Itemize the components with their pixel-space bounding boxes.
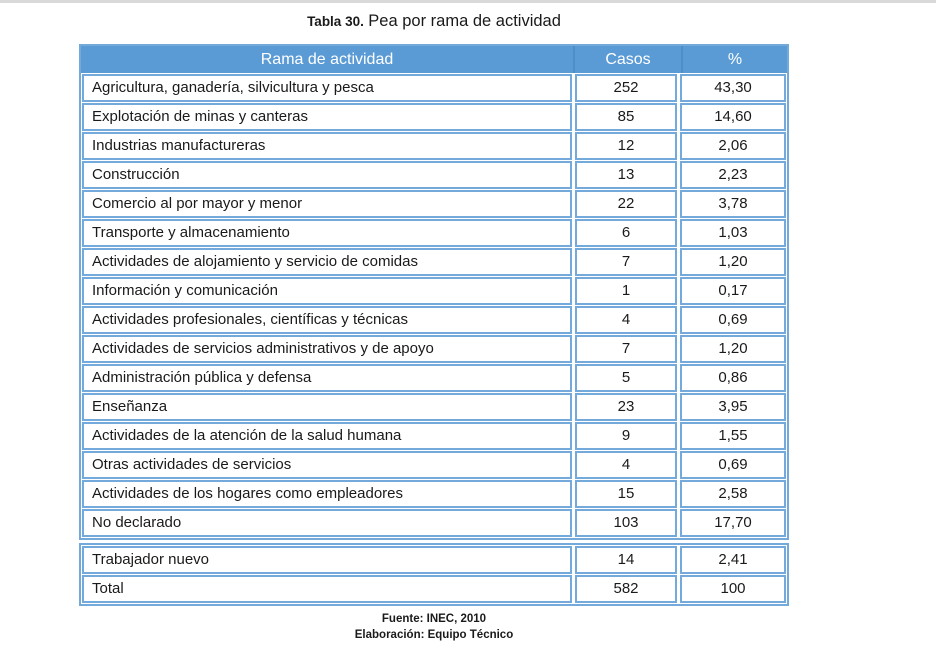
table-row: [82, 248, 786, 276]
row-pct-value: 0,86: [680, 364, 786, 392]
row-label: Enseñanza: [82, 393, 572, 421]
row-pct-value: 2,06: [680, 132, 786, 160]
table-title-text: Pea por rama de actividad: [368, 12, 561, 30]
table-row: [82, 364, 786, 392]
table-row: [82, 480, 786, 508]
row-label: Construcción: [82, 161, 572, 189]
row-pct-value: 2,41: [680, 546, 786, 574]
table-body: [82, 74, 786, 537]
row-label: Explotación de minas y canteras: [82, 103, 572, 131]
row-pct-value: 2,23: [680, 161, 786, 189]
row-casos-value: 7: [575, 335, 677, 363]
table-row: [82, 335, 786, 363]
table-title-number: Tabla 30.: [307, 14, 364, 29]
row-label: Actividades de la atención de la salud humana: [82, 422, 572, 450]
table-row: [82, 546, 786, 574]
row-casos-value: 5: [575, 364, 677, 392]
row-pct-value: 1,03: [680, 219, 786, 247]
table-row: [82, 451, 786, 479]
table-row: [82, 219, 786, 247]
column-header-casos: Casos: [573, 46, 681, 73]
table-row: [82, 306, 786, 334]
table-row: [82, 509, 786, 537]
row-casos-value: 582: [575, 575, 677, 603]
row-casos-value: 7: [575, 248, 677, 276]
row-label: Actividades de alojamiento y servicio de comidas: [82, 248, 572, 276]
row-casos-value: 4: [575, 451, 677, 479]
row-label: Trabajador nuevo: [82, 546, 572, 574]
table-footnotes: [79, 611, 789, 643]
row-pct-value: 0,69: [680, 451, 786, 479]
row-label: Comercio al por mayor y menor: [82, 190, 572, 218]
table-row: [82, 393, 786, 421]
table-row: [82, 74, 786, 102]
row-label: Información y comunicación: [82, 277, 572, 305]
row-label: No declarado: [82, 509, 572, 537]
source-note: Fuente: INEC, 2010: [381, 613, 487, 625]
column-header-pct: %: [681, 46, 787, 73]
row-pct-value: 100: [680, 575, 786, 603]
table-row: [82, 575, 786, 603]
row-label: Transporte y almacenamiento: [82, 219, 572, 247]
row-casos-value: 1: [575, 277, 677, 305]
table-row: [82, 277, 786, 305]
row-pct-value: 3,95: [680, 393, 786, 421]
table-row: [82, 190, 786, 218]
row-casos-value: 23: [575, 393, 677, 421]
row-casos-value: 252: [575, 74, 677, 102]
row-label: Administración pública y defensa: [82, 364, 572, 392]
row-pct-value: 1,55: [680, 422, 786, 450]
table-summary-section: [79, 543, 789, 606]
table-row: [82, 422, 786, 450]
row-pct-value: 1,20: [680, 248, 786, 276]
table-row: [82, 161, 786, 189]
row-casos-value: 103: [575, 509, 677, 537]
row-casos-value: 14: [575, 546, 677, 574]
elaboration-note: Elaboración: Equipo Técnico: [354, 629, 514, 641]
row-label: Actividades profesionales, científicas y técnicas: [82, 306, 572, 334]
pea-table: [79, 44, 789, 606]
row-pct-value: 43,30: [680, 74, 786, 102]
table-row: [82, 132, 786, 160]
row-pct-value: 17,70: [680, 509, 786, 537]
row-label: Agricultura, ganadería, silvicultura y pesca: [82, 74, 572, 102]
table-title: [79, 12, 789, 31]
table-main-section: [79, 44, 789, 540]
row-pct-value: 14,60: [680, 103, 786, 131]
row-casos-value: 22: [575, 190, 677, 218]
row-pct-value: 0,69: [680, 306, 786, 334]
row-pct-value: 2,58: [680, 480, 786, 508]
row-label: Actividades de los hogares como empleadores: [82, 480, 572, 508]
table-header-row: [81, 46, 787, 73]
row-casos-value: 85: [575, 103, 677, 131]
row-label: Actividades de servicios administrativos y de apoyo: [82, 335, 572, 363]
row-casos-value: 6: [575, 219, 677, 247]
page-top-divider: [0, 0, 936, 3]
row-casos-value: 4: [575, 306, 677, 334]
row-label: Industrias manufactureras: [82, 132, 572, 160]
table-row: [82, 103, 786, 131]
row-casos-value: 15: [575, 480, 677, 508]
row-casos-value: 12: [575, 132, 677, 160]
column-header-rama: Rama de actividad: [260, 51, 394, 68]
row-casos-value: 9: [575, 422, 677, 450]
row-casos-value: 13: [575, 161, 677, 189]
row-pct-value: 3,78: [680, 190, 786, 218]
table-summary-body: [82, 546, 786, 603]
row-label: Otras actividades de servicios: [82, 451, 572, 479]
row-label: Total: [82, 575, 572, 603]
row-pct-value: 1,20: [680, 335, 786, 363]
row-pct-value: 0,17: [680, 277, 786, 305]
